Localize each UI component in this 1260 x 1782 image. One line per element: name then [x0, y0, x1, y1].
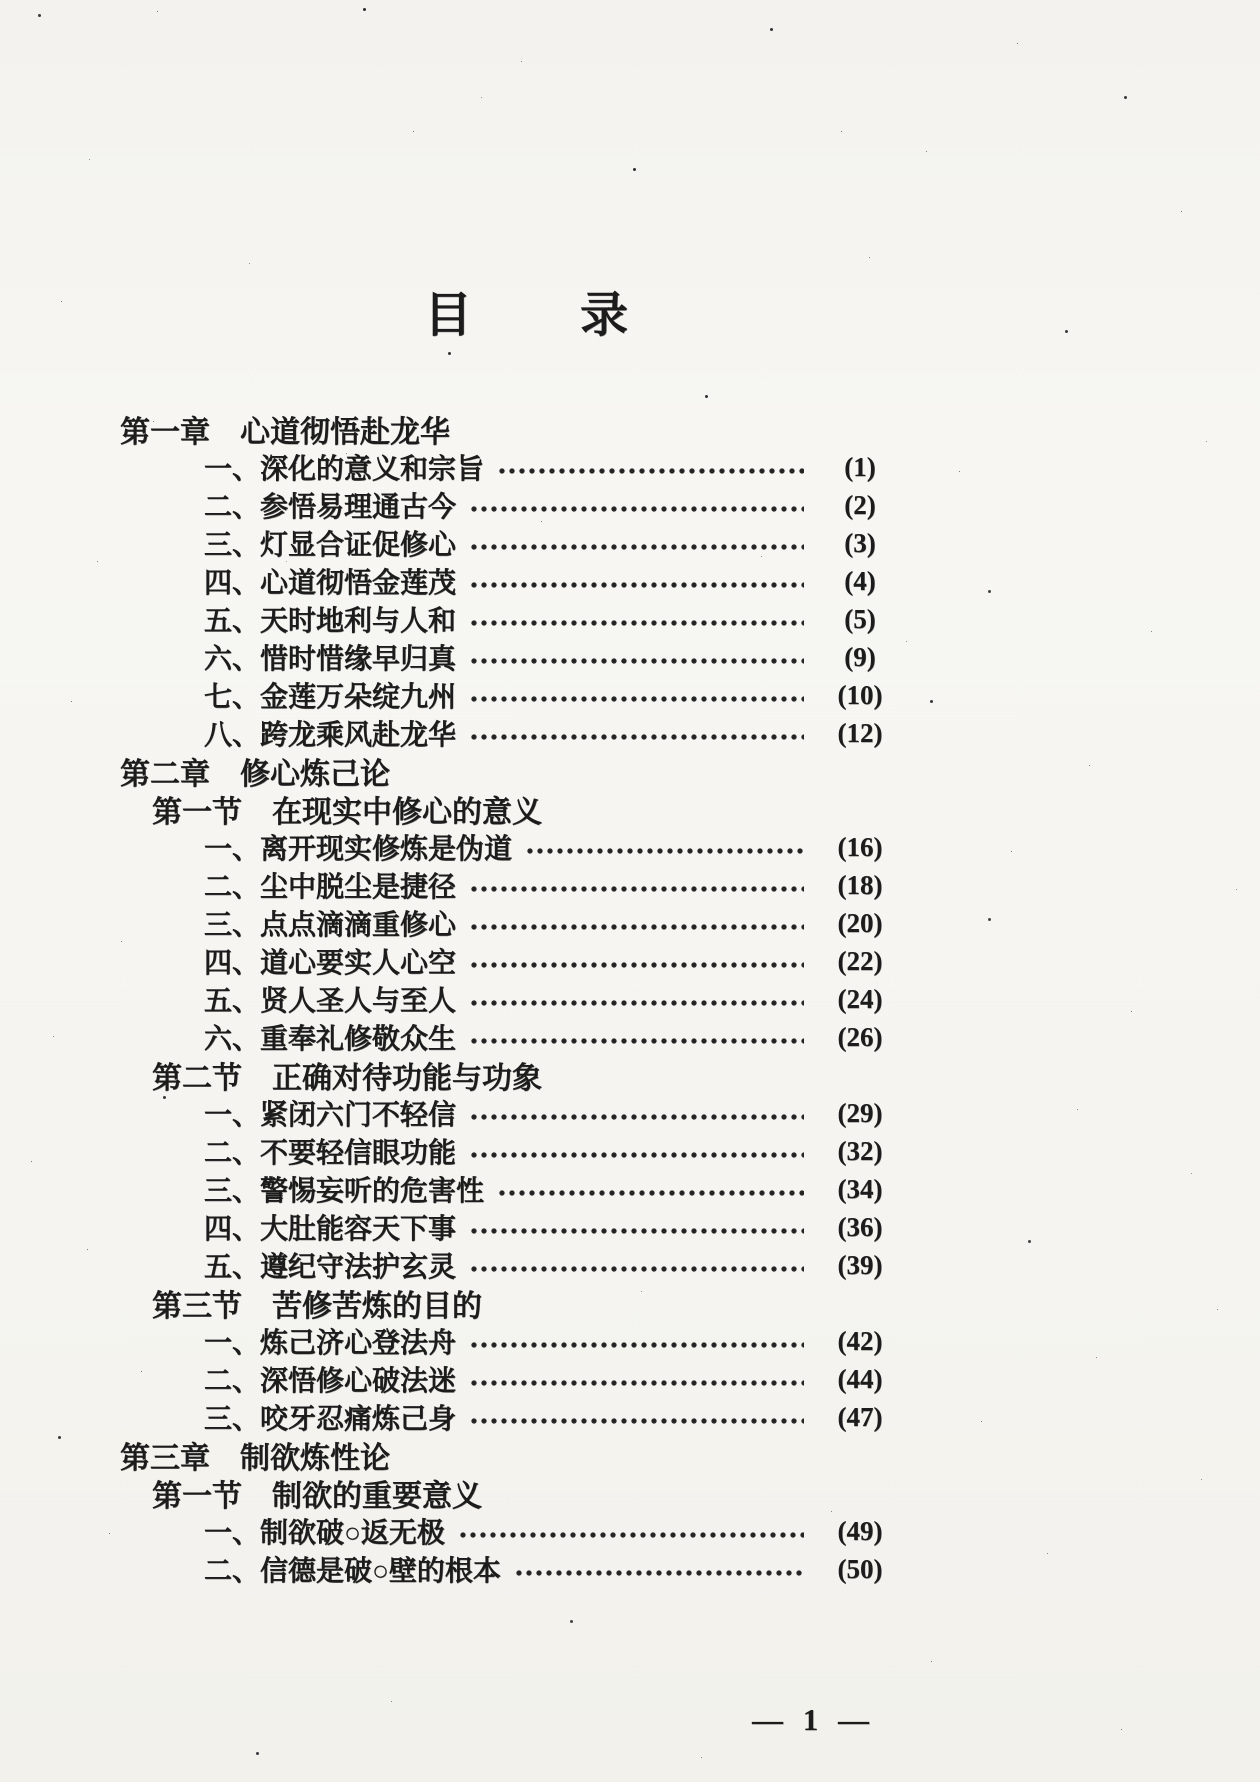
- toc-item-title: 尘中脱尘是捷径: [260, 872, 457, 903]
- toc-page-number: (47): [837, 1401, 883, 1432]
- toc-page-number: (4): [844, 565, 876, 596]
- toc-page-number: (2): [844, 489, 876, 520]
- toc-entry-item: [0, 486, 1260, 524]
- toc-entry-item: [0, 448, 1260, 486]
- toc-item-title: 道心要实人心空: [260, 948, 457, 979]
- toc-entry-item: [0, 1132, 1260, 1170]
- toc-page-number: (10): [837, 679, 883, 710]
- toc-entry-chapter: [0, 410, 1260, 448]
- dot-leader: [526, 846, 804, 858]
- toc-item-number: 五、: [204, 986, 261, 1017]
- toc-heading-label: 第一章: [120, 416, 210, 449]
- toc-item-title: 制欲破○返无极: [260, 1518, 445, 1549]
- dot-leader: [470, 580, 804, 592]
- toc-item-number: 四、: [204, 1214, 261, 1245]
- toc-page-number: (24): [837, 983, 883, 1014]
- toc-heading-title: 制欲炼性论: [240, 1442, 390, 1475]
- toc-item-title: 深悟修心破法迷: [260, 1366, 457, 1397]
- dot-leader: [470, 922, 804, 934]
- toc-item-title: 灯显合证促修心: [260, 530, 457, 561]
- toc-page-number: (26): [837, 1021, 883, 1052]
- dot-leader: [470, 1150, 804, 1162]
- toc-item-title: 惜时惜缘早归真: [260, 644, 457, 675]
- toc-entry-item: [0, 1360, 1260, 1398]
- toc-item-number: 三、: [204, 910, 261, 941]
- page-number-footer: — 1 —: [752, 1702, 875, 1737]
- toc-entry-item: [0, 562, 1260, 600]
- toc-entry-chapter: [0, 1436, 1260, 1474]
- toc-item-number: 五、: [204, 1252, 261, 1283]
- toc-item-number: 三、: [204, 530, 261, 561]
- toc-entry-item: [0, 1170, 1260, 1208]
- toc-item-number: 五、: [204, 606, 261, 637]
- toc-item-number: 三、: [204, 1176, 261, 1207]
- toc-heading-label: 第三章: [120, 1442, 210, 1475]
- toc-heading-title: 在现实中修心的意义: [272, 796, 542, 829]
- toc-item-title: 天时地利与人和: [260, 606, 457, 637]
- toc-heading-label: 第二章: [120, 758, 210, 791]
- toc-item-number: 三、: [204, 1404, 261, 1435]
- toc-heading-title: 正确对待功能与功象: [272, 1062, 542, 1095]
- dot-leader: [470, 542, 804, 554]
- dot-leader: [459, 1530, 804, 1542]
- toc-entry-item: [0, 1246, 1260, 1284]
- toc-item-title: 点点滴滴重修心: [260, 910, 457, 941]
- toc-entry-item: [0, 1018, 1260, 1056]
- toc-entry-item: [0, 600, 1260, 638]
- toc-page-number: (44): [837, 1363, 883, 1394]
- toc-heading-label: 第一节: [152, 1480, 242, 1513]
- toc-heading-label: 第二节: [152, 1062, 242, 1095]
- toc-page-number: (49): [837, 1515, 883, 1546]
- dot-leader: [470, 504, 804, 516]
- dot-leader: [470, 732, 804, 744]
- toc-item-number: 一、: [204, 834, 261, 865]
- dot-leader: [470, 618, 804, 630]
- toc-heading-title: 心道彻悟赴龙华: [240, 416, 450, 449]
- toc-heading-title: 修心炼己论: [240, 758, 390, 791]
- toc-page-number: (20): [837, 907, 883, 938]
- toc-heading-title: 制欲的重要意义: [272, 1480, 482, 1513]
- toc-entry-section: [0, 790, 1260, 828]
- toc-page-number: (32): [837, 1135, 883, 1166]
- dot-leader: [470, 694, 804, 706]
- toc-entry-item: [0, 1094, 1260, 1132]
- toc-item-number: 四、: [204, 568, 261, 599]
- toc-entry-item: [0, 638, 1260, 676]
- toc-page-number: (12): [837, 717, 883, 748]
- dot-leader: [470, 1036, 804, 1048]
- dot-leader: [498, 1188, 804, 1200]
- toc-item-title: 炼己济心登法舟: [260, 1328, 457, 1359]
- toc-item-title: 金莲万朵绽九州: [260, 682, 457, 713]
- toc-entry-item: [0, 1322, 1260, 1360]
- toc-page-number: (18): [837, 869, 883, 900]
- toc-page-number: (42): [837, 1325, 883, 1356]
- toc-entry-item: [0, 1550, 1260, 1588]
- toc-entry-item: [0, 1208, 1260, 1246]
- toc-item-title: 紧闭六门不轻信: [260, 1100, 457, 1131]
- dot-leader: [470, 1378, 804, 1390]
- toc-item-title: 咬牙忍痛炼己身: [260, 1404, 457, 1435]
- toc-entry-item: [0, 866, 1260, 904]
- dot-leader: [470, 960, 804, 972]
- toc-item-number: 二、: [204, 1366, 261, 1397]
- toc-item-number: 二、: [204, 872, 261, 903]
- toc-item-number: 一、: [204, 1328, 261, 1359]
- dot-leader: [470, 1340, 804, 1352]
- toc-list: [0, 410, 1260, 1588]
- toc-item-number: 一、: [204, 1100, 261, 1131]
- toc-page-number: (50): [837, 1553, 883, 1584]
- dot-leader: [470, 884, 804, 896]
- toc-item-title: 信德是破○壁的根本: [260, 1556, 501, 1587]
- toc-heading-label: 第一节: [152, 796, 242, 829]
- toc-item-number: 二、: [204, 1138, 261, 1169]
- dot-leader: [470, 656, 804, 668]
- toc-entry-item: [0, 524, 1260, 562]
- toc-heading-title: 苦修苦炼的目的: [272, 1290, 482, 1323]
- toc-heading-label: 第三节: [152, 1290, 242, 1323]
- dot-leader: [470, 1226, 804, 1238]
- toc-item-title: 重奉礼修敬众生: [260, 1024, 457, 1055]
- dot-leader: [470, 1416, 804, 1428]
- toc-item-number: 一、: [204, 1518, 261, 1549]
- toc-page-number: (39): [837, 1249, 883, 1280]
- toc-item-title: 大肚能容天下事: [260, 1214, 457, 1245]
- toc-item-number: 六、: [204, 1024, 261, 1055]
- toc-item-number: 六、: [204, 644, 261, 675]
- toc-item-number: 四、: [204, 948, 261, 979]
- toc-entry-item: [0, 980, 1260, 1018]
- toc-entry-item: [0, 1512, 1260, 1550]
- dot-leader: [515, 1568, 804, 1580]
- toc-entry-item: [0, 904, 1260, 942]
- toc-item-title: 警惕妄听的危害性: [260, 1176, 485, 1207]
- toc-item-number: 一、: [204, 454, 261, 485]
- toc-entry-item: [0, 942, 1260, 980]
- page-title: 目 录: [424, 289, 633, 342]
- toc-item-title: 参悟易理通古今: [260, 492, 457, 523]
- toc-page-number: (36): [837, 1211, 883, 1242]
- toc-page-number: (29): [837, 1097, 883, 1128]
- toc-entry-section: [0, 1474, 1260, 1512]
- toc-entry-chapter: [0, 752, 1260, 790]
- toc-item-title: 离开现实修炼是伪道: [260, 834, 513, 865]
- toc-entry-item: [0, 828, 1260, 866]
- toc-page-number: (5): [844, 603, 876, 634]
- toc-page-number: (22): [837, 945, 883, 976]
- toc-entry-item: [0, 714, 1260, 752]
- dot-leader: [470, 998, 804, 1010]
- toc-page-number: (34): [837, 1173, 883, 1204]
- scan-noise-speckles: [0, 0, 3, 3]
- toc-item-number: 八、: [204, 720, 261, 751]
- toc-item-title: 心道彻悟金莲茂: [260, 568, 457, 599]
- toc-page-number: (3): [844, 527, 876, 558]
- dot-leader: [498, 466, 804, 478]
- toc-item-number: 二、: [204, 1556, 261, 1587]
- toc-entry-item: [0, 1398, 1260, 1436]
- toc-page-number: (16): [837, 831, 883, 862]
- toc-item-title: 深化的意义和宗旨: [260, 454, 485, 485]
- dot-leader: [470, 1112, 804, 1124]
- dot-leader: [470, 1264, 804, 1276]
- toc-item-title: 遵纪守法护玄灵: [260, 1252, 457, 1283]
- toc-item-number: 七、: [204, 682, 261, 713]
- toc-entry-section: [0, 1284, 1260, 1322]
- toc-page-number: (9): [844, 641, 876, 672]
- toc-entry-section: [0, 1056, 1260, 1094]
- toc-entry-item: [0, 676, 1260, 714]
- toc-item-number: 二、: [204, 492, 261, 523]
- toc-item-title: 跨龙乘风赴龙华: [260, 720, 457, 751]
- toc-item-title: 不要轻信眼功能: [260, 1138, 457, 1169]
- toc-item-title: 贤人圣人与至人: [260, 986, 457, 1017]
- toc-page-number: (1): [844, 451, 876, 482]
